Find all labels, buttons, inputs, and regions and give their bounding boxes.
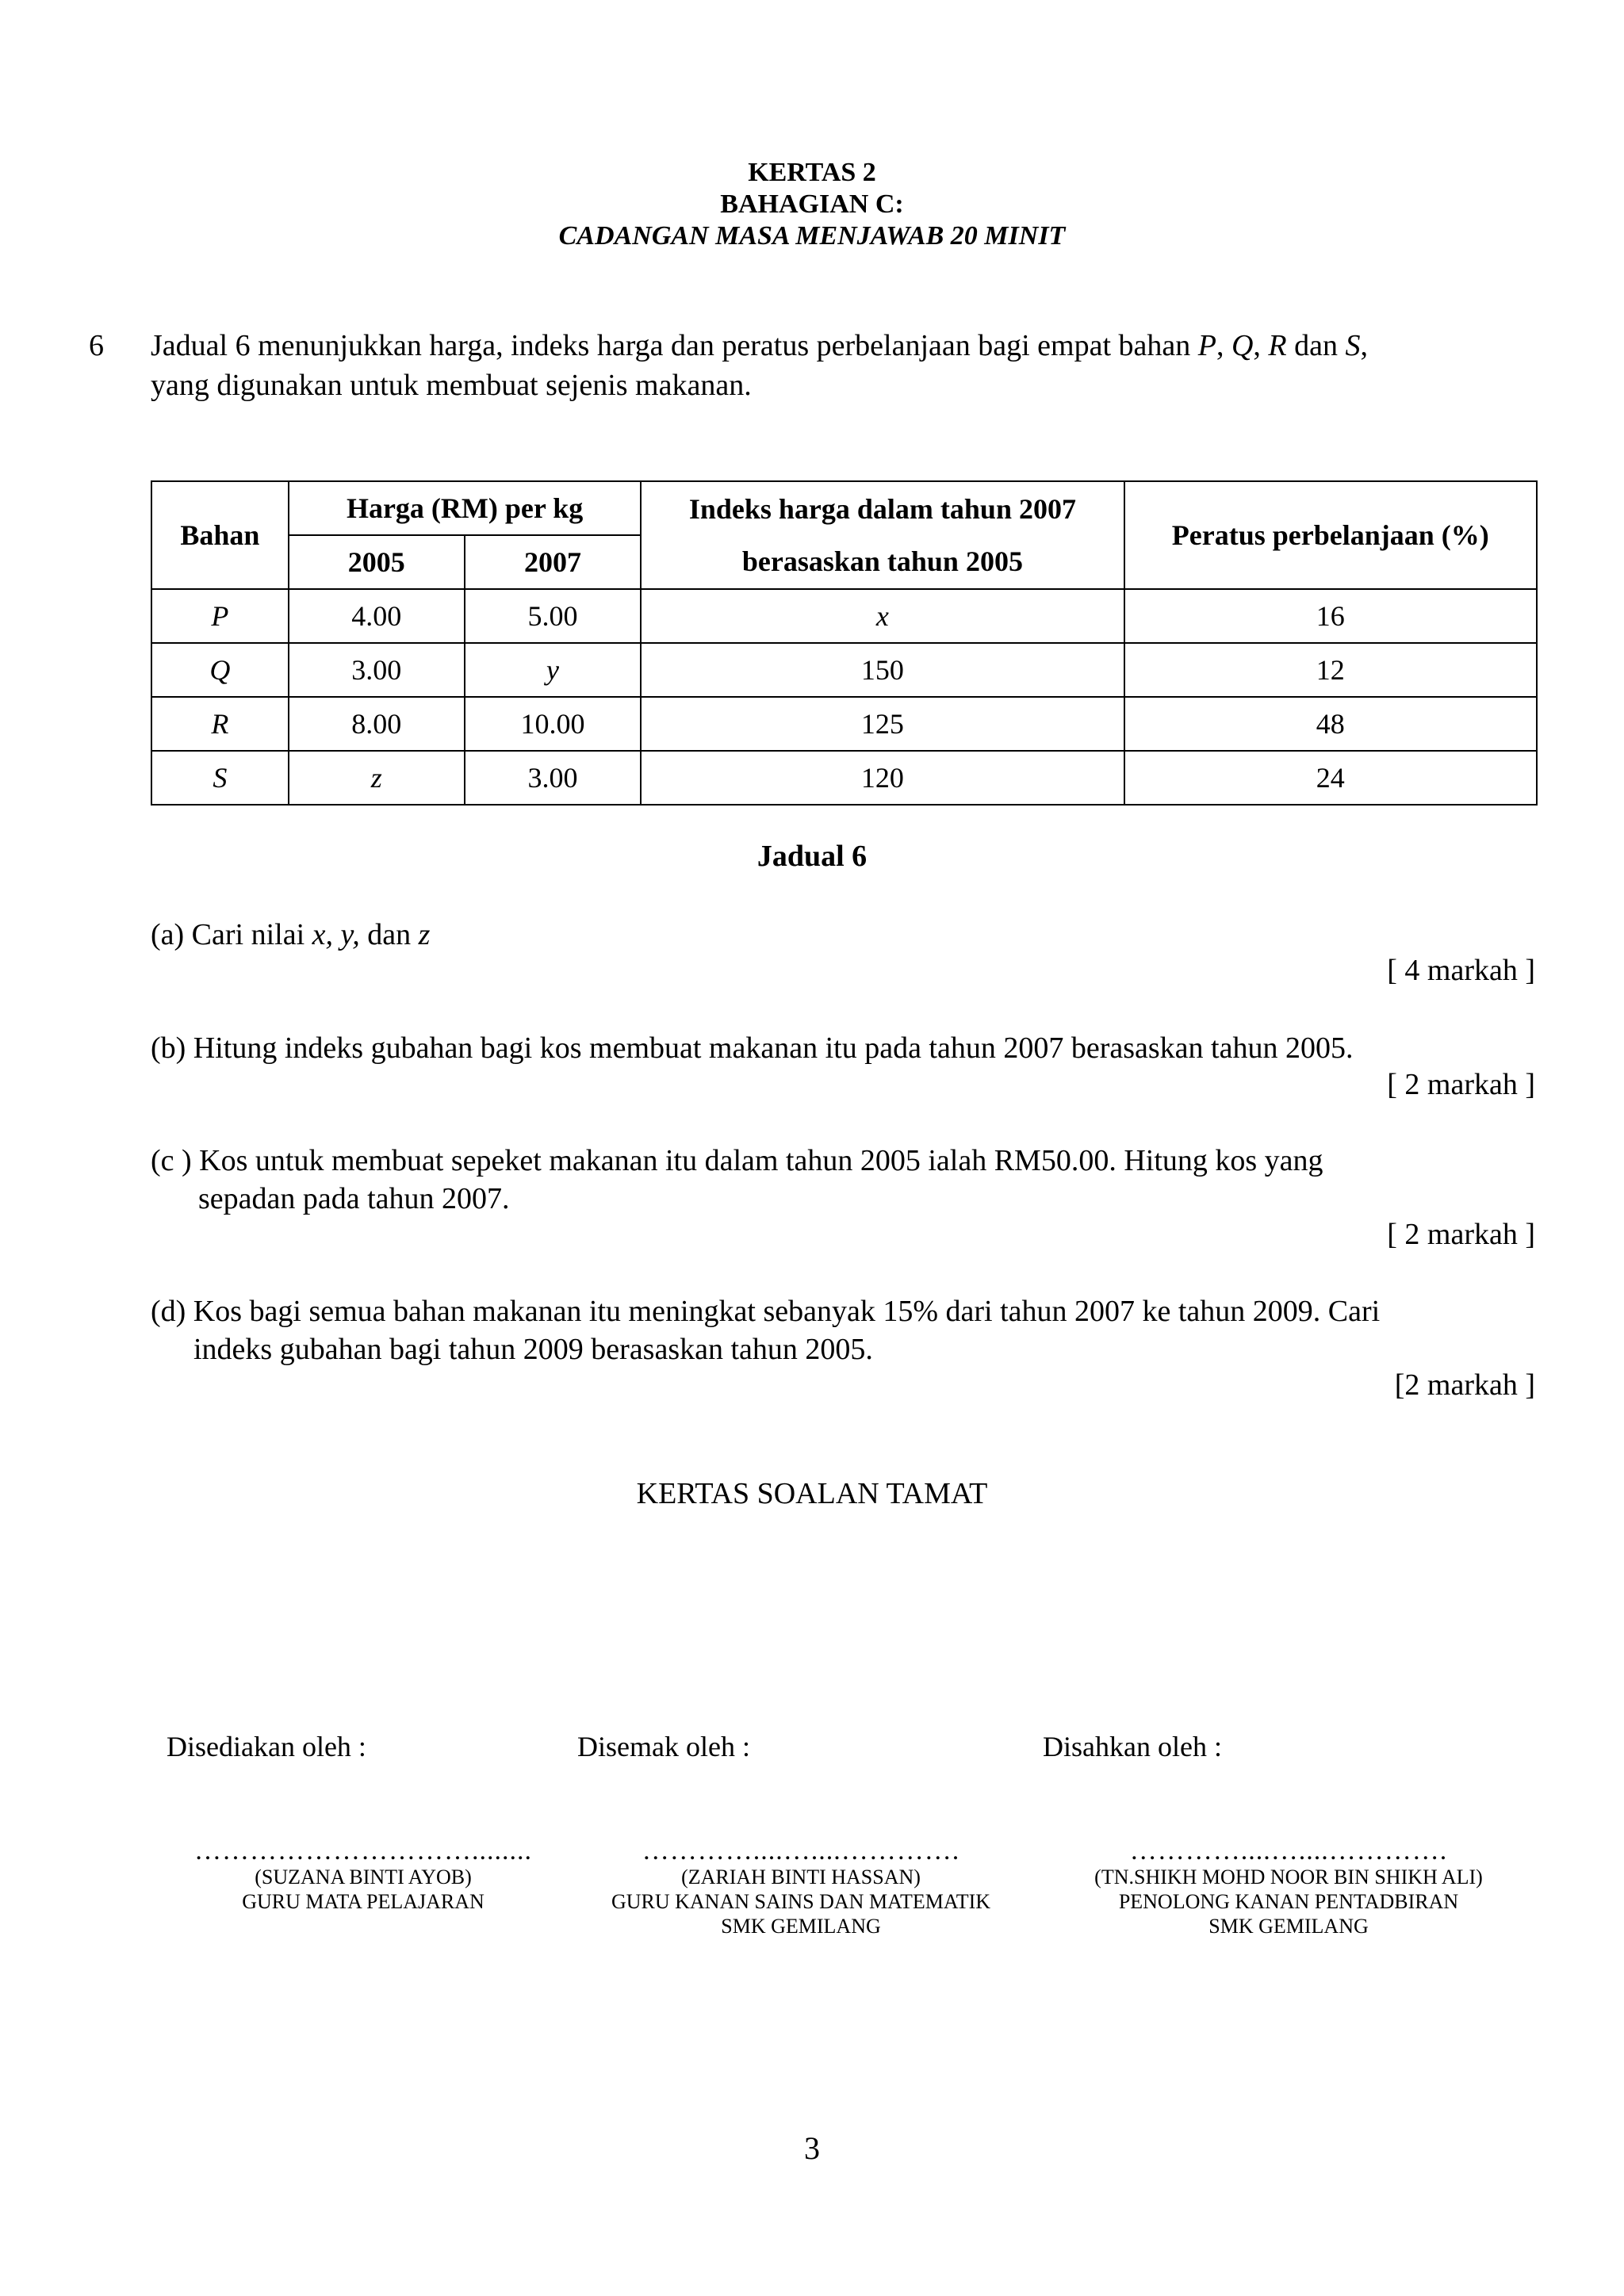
part-c-marks: [ 2 markah ]	[1387, 1218, 1535, 1251]
cell-index: 120	[641, 751, 1124, 805]
header-section: BAHAGIAN C:	[720, 189, 904, 219]
signer-name: (TN.SHIKH MOHD NOOR BIN SHIKH ALI)	[1094, 1866, 1483, 1888]
cell-percent: 24	[1124, 751, 1537, 805]
signer-title: PENOLONG KANAN PENTADBIRAN	[1118, 1890, 1459, 1913]
cell-percent: 16	[1124, 589, 1537, 643]
table-row	[151, 643, 1537, 697]
part-a-marks: [ 4 markah ]	[1387, 954, 1535, 987]
cell-percent: 12	[1124, 643, 1537, 697]
cell-bahan: Q	[151, 643, 289, 697]
approved-by-label: Disahkan oleh :	[1043, 1731, 1222, 1762]
question-intro-line2: yang digunakan untuk membuat sejenis makanan.	[151, 369, 752, 402]
end-of-paper: KERTAS SOALAN TAMAT	[636, 1477, 988, 1510]
part-a	[151, 916, 1546, 954]
part-a-text: (a) Cari nilai	[151, 918, 312, 951]
part-d-line2: indeks gubahan bagi tahun 2009 berasaskan tahun 2005.	[193, 1333, 873, 1366]
part-a-and: dan	[359, 918, 419, 951]
signature-line: …………………………........	[194, 1836, 532, 1866]
cell-index: 125	[641, 697, 1124, 751]
signature-line: …………....…....………….	[642, 1836, 960, 1866]
signature-approved	[1059, 1838, 1519, 1938]
header-indeks	[641, 481, 1124, 589]
header-paper: KERTAS 2	[748, 158, 876, 187]
table-row	[151, 697, 1537, 751]
prepared-by-label: Disediakan oleh :	[167, 1731, 366, 1762]
and-text: dan	[1286, 329, 1346, 362]
table-row	[151, 751, 1537, 805]
question-intro-line1	[151, 327, 1546, 365]
header-peratus: Peratus perbelanjaan (%)	[1124, 481, 1537, 589]
sep: ,	[1216, 329, 1231, 362]
cell-index: x	[641, 589, 1124, 643]
cell-price-2005: z	[289, 751, 465, 805]
cell-price-2005: 4.00	[289, 589, 465, 643]
table-row	[151, 589, 1537, 643]
checked-by-label: Disemak oleh :	[577, 1731, 750, 1762]
cell-price-2005: 3.00	[289, 643, 465, 697]
var-s: S	[1345, 329, 1361, 362]
sep: ,	[1253, 329, 1269, 362]
signature-line: …………....…....………….	[1129, 1836, 1448, 1866]
table-caption: Jadual 6	[756, 840, 868, 873]
cell-price-2007: y	[465, 643, 642, 697]
signer-title: GURU KANAN SAINS DAN MATEMATIK	[611, 1890, 991, 1913]
signer-name: (ZARIAH BINTI HASSAN)	[681, 1866, 921, 1888]
var-q: Q	[1231, 329, 1254, 362]
header-2005: 2005	[289, 535, 465, 589]
header-harga: Harga (RM) per kg	[289, 481, 641, 535]
header-2007: 2007	[465, 535, 642, 589]
part-d-marks: [2 markah ]	[1394, 1368, 1535, 1402]
price-index-table	[151, 480, 1538, 806]
intro-text: Jadual 6 menunjukkan harga, indeks harga dan peratus perbelanjaan bagi empat bahan	[151, 329, 1198, 362]
cell-bahan: S	[151, 751, 289, 805]
part-c-line2: sepadan pada tahun 2007.	[198, 1182, 510, 1215]
cell-price-2007: 10.00	[465, 697, 642, 751]
cell-price-2007: 3.00	[465, 751, 642, 805]
signature-checked	[579, 1838, 1023, 1938]
cell-price-2005: 8.00	[289, 697, 465, 751]
signer-school: SMK GEMILANG	[721, 1915, 881, 1938]
part-c-line1: (c ) Kos untuk membuat sepeket makanan itu dalam tahun 2005 ialah RM50.00. Hitung kos yang	[151, 1144, 1323, 1177]
page-number: 3	[804, 2130, 820, 2166]
part-b: (b) Hitung indeks gubahan bagi kos membuat makanan itu pada tahun 2007 berasaskan tahun 2005.	[151, 1031, 1354, 1065]
signer-name: (SUZANA BINTI AYOB)	[255, 1866, 472, 1888]
signer-title: GURU MATA PELAJARAN	[242, 1890, 485, 1913]
part-a-z: z	[418, 918, 431, 951]
cell-bahan: P	[151, 589, 289, 643]
header-time: CADANGAN MASA MENJAWAB 20 MINIT	[558, 221, 1066, 251]
signer-school: SMK GEMILANG	[1208, 1915, 1369, 1938]
var-p: P	[1197, 329, 1216, 362]
cell-price-2007: 5.00	[465, 589, 642, 643]
header-indeks-line1: Indeks harga dalam tahun 2007	[688, 493, 1076, 525]
part-a-vars: x, y,	[312, 918, 360, 951]
header-indeks-line2: berasaskan tahun 2005	[741, 545, 1023, 577]
cell-index: 150	[641, 643, 1124, 697]
part-b-marks: [ 2 markah ]	[1387, 1068, 1535, 1101]
signature-prepared	[141, 1838, 585, 1914]
var-r: R	[1268, 329, 1287, 362]
header-bahan: Bahan	[151, 481, 289, 589]
comma: ,	[1360, 329, 1369, 362]
cell-percent: 48	[1124, 697, 1537, 751]
question-number: 6	[89, 329, 104, 362]
cell-bahan: R	[151, 697, 289, 751]
part-d-line1: (d) Kos bagi semua bahan makanan itu meningkat sebanyak 15% dari tahun 2007 ke tahun 2009. Cari	[151, 1295, 1381, 1328]
